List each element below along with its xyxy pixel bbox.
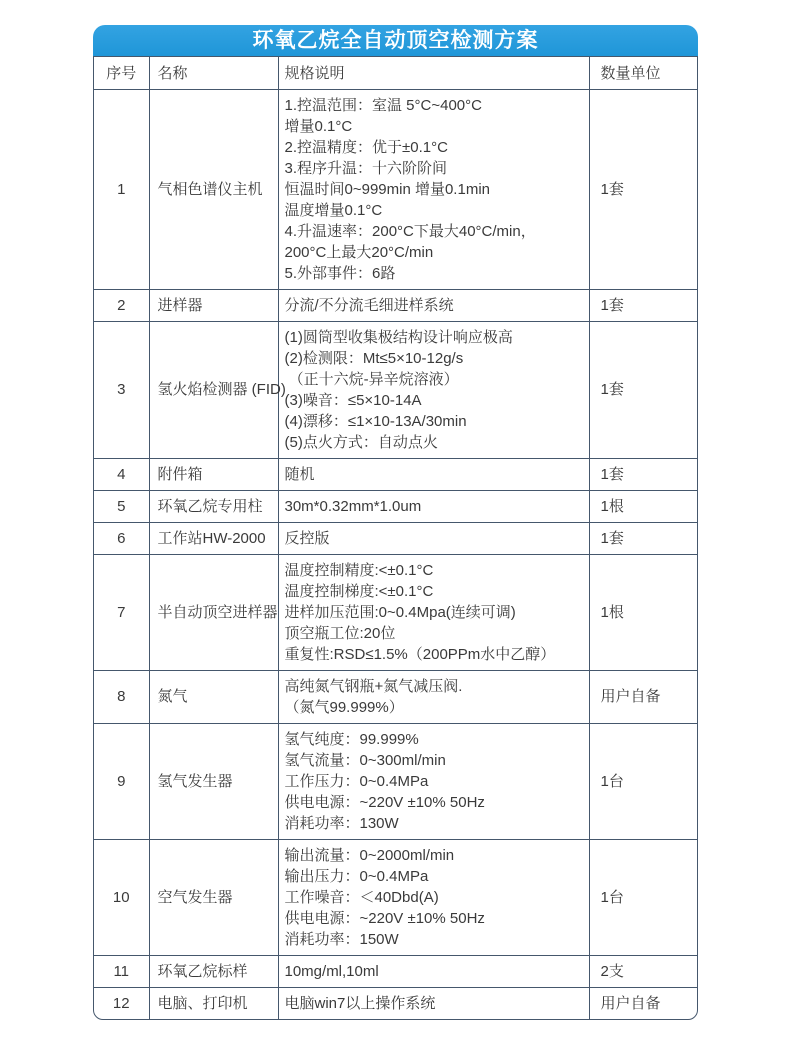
table-row [94, 522, 698, 554]
spec-table [94, 57, 698, 1019]
cell-spec [278, 955, 589, 987]
table-row [94, 458, 698, 490]
table-body [94, 89, 698, 1019]
spec-line: 氢气流量：0~300ml/min [284, 751, 446, 769]
spec-line: 供电电源：~220V ±10% 50Hz [284, 793, 485, 811]
table-row [94, 955, 698, 987]
cell-name: 氢气发生器 [149, 723, 278, 839]
spec-line: 3.程序升温：十六阶阶间 [284, 159, 448, 177]
spec-line: 工作噪音：＜40Dbd(A) [284, 888, 439, 906]
cell-no: 4 [94, 458, 149, 490]
cell-name: 进样器 [149, 289, 278, 321]
cell-no: 12 [94, 987, 149, 1019]
col-header-no: 序号 [94, 57, 149, 89]
cell-qty: 用户自备 [589, 987, 698, 1019]
cell-qty: 1套 [589, 321, 698, 458]
cell-no: 8 [94, 670, 149, 723]
cell-name: 环氧乙烷专用柱 [149, 490, 278, 522]
cell-no: 2 [94, 289, 149, 321]
spec-line: 200°C上最大20°C/min [284, 243, 434, 261]
cell-no: 9 [94, 723, 149, 839]
spec-line: 5.外部事件：6路 [284, 264, 396, 282]
cell-name: 环氧乙烷标样 [149, 955, 278, 987]
spec-line: 随机 [284, 465, 315, 483]
cell-no: 5 [94, 490, 149, 522]
spec-line: (5)点火方式：自动点火 [284, 433, 438, 451]
cell-qty: 用户自备 [589, 670, 698, 723]
cell-name: 气相色谱仪主机 [149, 89, 278, 289]
spec-line: 恒温时间0~999min 增量0.1min [284, 180, 490, 198]
table-row [94, 839, 698, 955]
spec-line: 温度控制精度:<±0.1°C [284, 561, 434, 579]
spec-line: 30m*0.32mm*1.0um [284, 497, 422, 515]
spec-line: 顶空瓶工位:20位 [284, 624, 396, 642]
spec-line: (1)圆筒型收集极结构设计响应极高 [284, 328, 513, 346]
cell-no: 6 [94, 522, 149, 554]
spec-line: 消耗功率：150W [284, 930, 399, 948]
cell-spec [278, 987, 589, 1019]
cell-name: 附件箱 [149, 458, 278, 490]
cell-spec [278, 839, 589, 955]
table-row [94, 490, 698, 522]
cell-qty: 2支 [589, 955, 698, 987]
spec-line: 进样加压范围:0~0.4Mpa(连续可调) [284, 603, 516, 621]
cell-spec [278, 321, 589, 458]
cell-qty: 1套 [589, 458, 698, 490]
spec-line: 工作压力：0~0.4MPa [284, 772, 429, 790]
spec-line: 10mg/ml,10ml [284, 962, 379, 980]
cell-qty: 1根 [589, 554, 698, 670]
cell-no: 1 [94, 89, 149, 289]
spec-line: 反控版 [284, 529, 330, 547]
cell-qty: 1根 [589, 490, 698, 522]
cell-name: 氢火焰检测器 (FID) [149, 321, 278, 458]
spec-line: （氮气99.999%） [284, 698, 404, 716]
cell-qty: 1套 [589, 289, 698, 321]
col-header-spec: 规格说明 [278, 57, 589, 89]
cell-no: 11 [94, 955, 149, 987]
spec-line: 高纯氮气钢瓶+氮气减压阀. [284, 677, 463, 695]
spec-line: 温度增量0.1°C [284, 201, 383, 219]
cell-spec [278, 522, 589, 554]
table-row [94, 723, 698, 839]
table-row [94, 89, 698, 289]
spec-line: (2)检测限：Mt≤5×10-12g/s [284, 349, 464, 367]
spec-line: （正十六烷-异辛烷溶液） [284, 370, 459, 388]
cell-qty: 1套 [589, 522, 698, 554]
cell-spec [278, 554, 589, 670]
cell-name: 空气发生器 [149, 839, 278, 955]
spec-line: 输出流量：0~2000ml/min [284, 846, 455, 864]
table-row [94, 670, 698, 723]
col-header-qty: 数量单位 [589, 57, 698, 89]
spec-line: 氢气纯度：99.999% [284, 730, 419, 748]
cell-no: 10 [94, 839, 149, 955]
cell-spec [278, 723, 589, 839]
cell-spec [278, 490, 589, 522]
spec-line: 温度控制梯度:<±0.1°C [284, 582, 434, 600]
spec-line: 电脑win7以上操作系统 [284, 994, 436, 1012]
cell-qty: 1套 [589, 89, 698, 289]
cell-no: 3 [94, 321, 149, 458]
page-title: 环氧乙烷全自动顶空检测方案 [252, 29, 539, 52]
spec-line: 重复性:RSD≤1.5%（200PPm水中乙醇） [284, 645, 556, 663]
cell-spec [278, 458, 589, 490]
spec-line: 输出压力：0~0.4MPa [284, 867, 429, 885]
table-row [94, 987, 698, 1019]
table-row [94, 321, 698, 458]
cell-name: 电脑、打印机 [149, 987, 278, 1019]
spec-line: 增量0.1°C [284, 117, 353, 135]
cell-no: 7 [94, 554, 149, 670]
cell-spec [278, 670, 589, 723]
cell-qty: 1台 [589, 839, 698, 955]
spec-table-frame [93, 56, 698, 1020]
cell-qty: 1台 [589, 723, 698, 839]
cell-spec [278, 89, 589, 289]
spec-line: 消耗功率：130W [284, 814, 399, 832]
col-header-name: 名称 [149, 57, 278, 89]
spec-line: 2.控温精度：优于±0.1°C [284, 138, 448, 156]
spec-line: (3)噪音：≤5×10-14A [284, 391, 422, 409]
detection-scheme-card [93, 25, 698, 1020]
spec-line: 4.升温速率：200°C下最大40°C/min， [284, 222, 536, 240]
spec-line: 供电电源：~220V ±10% 50Hz [284, 909, 485, 927]
spec-line: 分流/不分流毛细进样系统 [284, 296, 454, 314]
cell-name: 半自动顶空进样器 [149, 554, 278, 670]
cell-spec [278, 289, 589, 321]
spec-line: 1.控温范围：室温 5°C~400°C [284, 96, 482, 114]
table-row [94, 289, 698, 321]
cell-name: 工作站HW-2000 [149, 522, 278, 554]
table-row [94, 554, 698, 670]
header-row [94, 57, 698, 89]
spec-line: (4)漂移：≤1×10-13A/30min [284, 412, 467, 430]
title-bar [93, 25, 698, 56]
cell-name: 氮气 [149, 670, 278, 723]
